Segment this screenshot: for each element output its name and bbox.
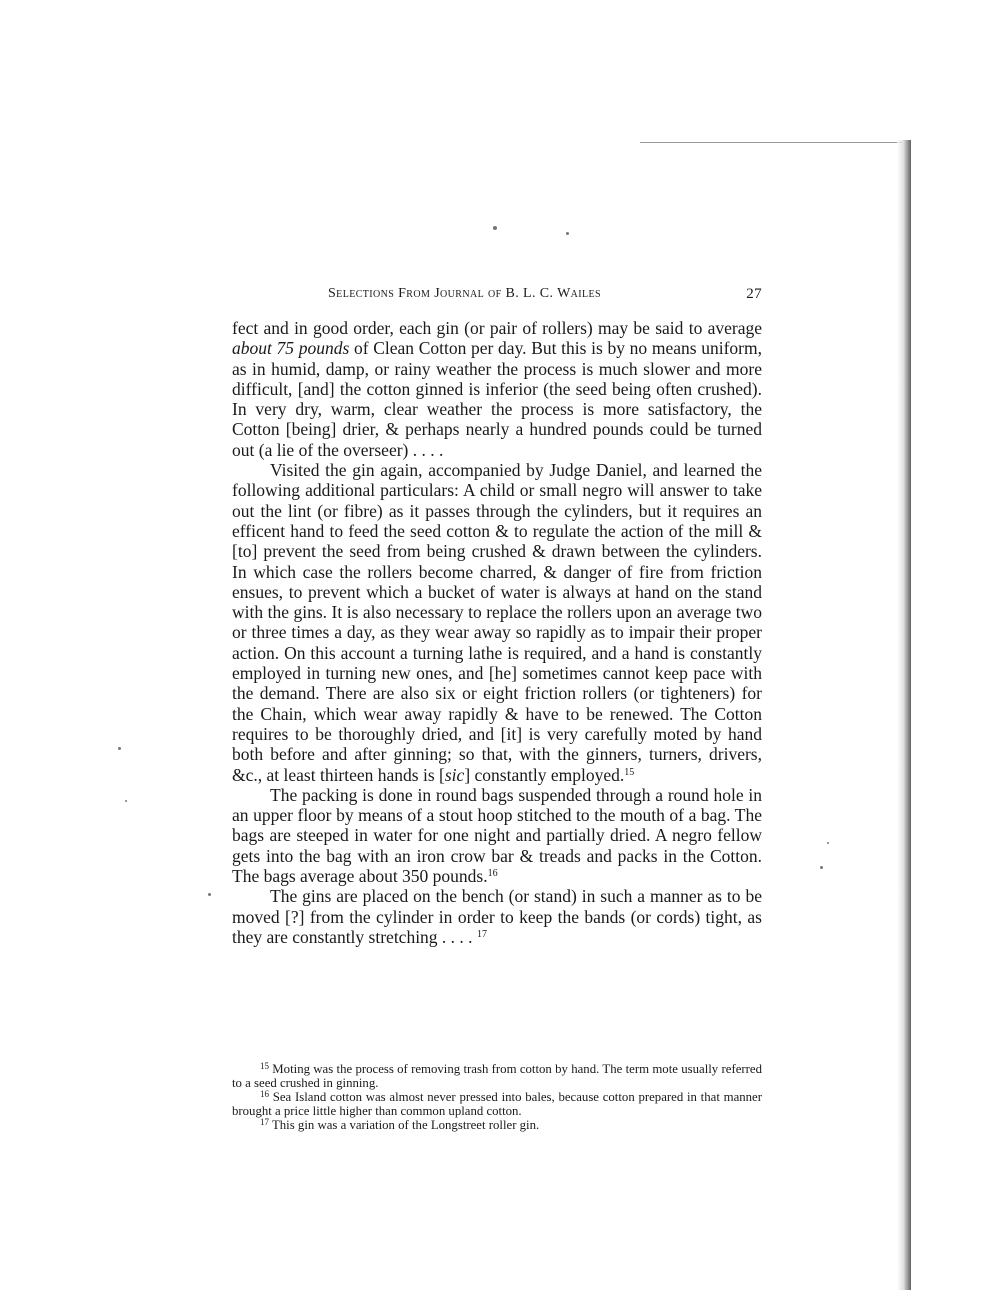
paragraph — [232, 318, 762, 460]
scan-speck — [820, 866, 823, 869]
page-edge-top-line — [640, 142, 902, 143]
running-head — [232, 286, 762, 306]
scan-speck — [566, 232, 569, 235]
text-segment: of Clean Cotton per day. But this is by no means uniform, as in humid, damp, or rainy weather the process is much slower and more difficult, [and] the cotton ginned is inferior (the seed being often crushed). In very dry, warm, clear weather the process is more satisfactory, the Cotton [being] drier, & perhaps nearly a hundred pounds could be turned out (a lie of the overseer) . . . . — [232, 338, 762, 460]
paragraph — [232, 460, 762, 785]
body-text — [232, 318, 762, 947]
paragraph — [232, 785, 762, 886]
running-head-title: Selections From Journal of B. L. C. Wailes — [328, 286, 602, 301]
scan-speck — [827, 842, 829, 844]
text-segment: The packing is done in round bags suspended through a round hole in an upper floor by means of a stout hoop stitched to the mouth of a bag. The bags are steeped in water for one night and partially dried. A negro fellow gets into the bag with an iron crow bar & treads and packs in the Cotton. The bags average about 350 pounds. — [232, 784, 762, 887]
footnote-reference: 17 — [476, 928, 487, 940]
footnote-number: 16 — [260, 1089, 269, 1099]
text-segment: The gins are placed on the bench (or stand) in such a manner as to be moved [?] from the cylinder in order to keep the bands (or cords) tight, as they are constantly stretching . . . . — [232, 886, 762, 947]
footnote-text: This gin was a variation of the Longstreet roller gin. — [269, 1118, 540, 1132]
text-segment: fect and in good order, each gin (or pair of rollers) may be said to average — [232, 318, 762, 338]
footnote-reference: 15 — [624, 766, 635, 778]
scan-speck — [208, 893, 211, 896]
scan-speck — [125, 800, 127, 802]
paragraph — [232, 886, 762, 947]
text-segment: sic — [444, 764, 465, 785]
footnote-number: 15 — [260, 1061, 269, 1071]
page-number: 27 — [746, 286, 762, 302]
footnote-text: Sea Island cotton was almost never pressed into bales, because cotton prepared in that manner brought a price little higher than common upland cotton. — [232, 1090, 762, 1118]
footnotes — [232, 1062, 762, 1132]
footnote-text: Moting was the process of removing trash from cotton by hand. The term mote usually referred to a seed crushed in ginning. — [232, 1062, 762, 1090]
text-segment: Visited the gin again, accompanied by Judge Daniel, and learned the following additional particulars: A child or small negro will answer to take out the lint (or fibre) as it passes through the cylinders, but it requires an efficent hand to feed the seed cotton & to regulate the action of the mill & [to] prevent the seed from being crushed & drawn between the cylinders. In which case the rollers become charred, & danger of fire from friction ensues, to prevent which a bucket of water is always at hand on the stand with the gins. It is also necessary to replace the rollers upon an average two or three times a day, as they wear away so rapidly as to impair their proper action. On this account a turning lathe is required, and a hand is constantly employed in turning new ones, and [he] sometimes cannot keep pace with the demand. There are also six or eight friction rollers (or tighteners) for the Chain, which wear away rapidly & have to be renewed. The Cotton requires to be thoroughly dried, and [it] is very carefully moted by hand both before and after ginning; so that, with the ginners, turners, drivers, &c., at least thirteen hands is [ — [232, 460, 762, 785]
footnote — [232, 1062, 762, 1090]
scan-speck — [118, 747, 121, 750]
text-segment: ] constantly employed. — [464, 764, 625, 785]
scan-speck — [493, 226, 497, 230]
footnote — [232, 1090, 762, 1118]
page-edge-shadow — [897, 140, 911, 1290]
footnote-number: 17 — [260, 1117, 269, 1127]
footnote-reference: 16 — [487, 868, 498, 880]
text-segment: about 75 pounds — [232, 338, 350, 359]
footnote — [232, 1118, 762, 1132]
